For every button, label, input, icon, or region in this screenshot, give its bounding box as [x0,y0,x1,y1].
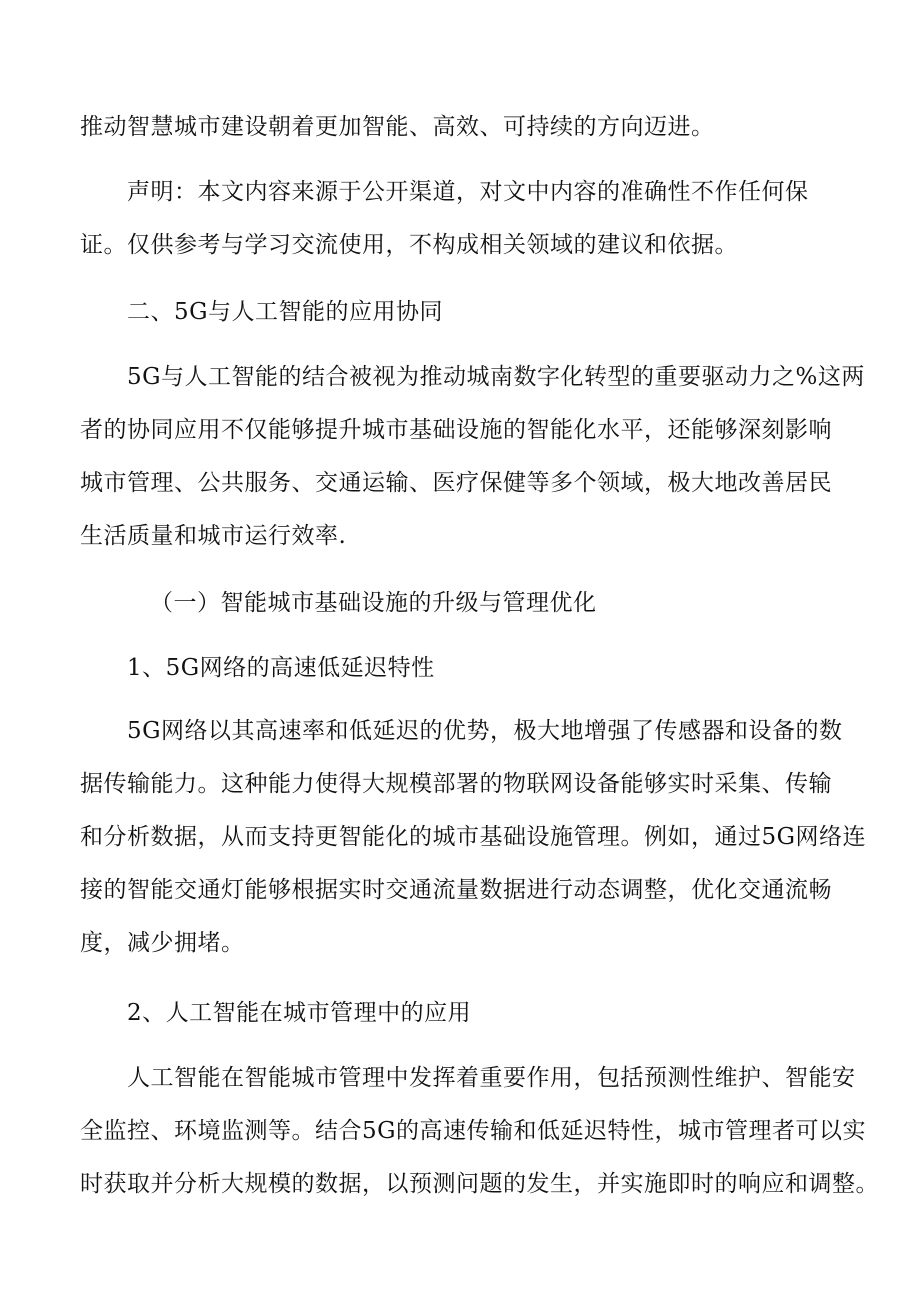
text-line: 5G网络以其高速率和低延迟的优势，极大地增强了传感器和设备的数 [127,718,843,744]
text-line: 时获取并分析大规模的数据，以预测问题的发生，并实施即时的响应和调整。 [80,1171,879,1197]
item-heading: 1、5G网络的高速低延迟特性 [127,655,435,681]
text-line: 据传输能力。这种能力使得大规模部署的物联网设备能够实时采集、传输 [80,771,832,797]
text-line: 者的协同应用不仅能够提升城市基础设施的智能化水平，还能够深刻影响 [80,417,832,443]
text-line: 城市管理、公共服务、交通运输、医疗保健等多个领域，极大地改善居民 [80,470,832,496]
text-line: 人工智能在智能城市管理中发挥着重要作用，包括预测性维护、智能安 [127,1065,856,1091]
section-heading: 二、5G与人工智能的应用协同 [127,299,444,325]
text-line: 接的智能交通灯能够根据实时交通流量数据进行动态调整，优化交通流畅 [80,877,832,903]
text-line: 生活质量和城市运行效率. [80,523,347,549]
item-heading: 2、人工智能在城市管理中的应用 [127,1000,472,1026]
subsection-heading: （一）智能城市基础设施的升级与管理优化 [150,590,597,616]
disclaimer-line: 证。仅供参考与学习交流使用，不构成相关领域的建议和依据。 [80,232,738,258]
text-line: 全监控、环境监测等。结合5G的高速传输和低延迟特性，城市管理者可以实 [80,1118,867,1144]
text-line: 和分析数据，从而支持更智能化的城市基础设施管理。例如，通过5G网络连 [80,824,867,850]
text-line: 5G与人工智能的结合被视为推动城南数字化转型的重要驱动力之%这两 [127,364,865,390]
text-line: 推动智慧城市建设朝着更加智能、高效、可持续的方向迈进。 [80,114,715,140]
text-line: 度，减少拥堵。 [80,930,245,956]
disclaimer-line: 声明：本文内容来源于公开渠道，对文中内容的准确性不作任何保 [127,179,809,205]
